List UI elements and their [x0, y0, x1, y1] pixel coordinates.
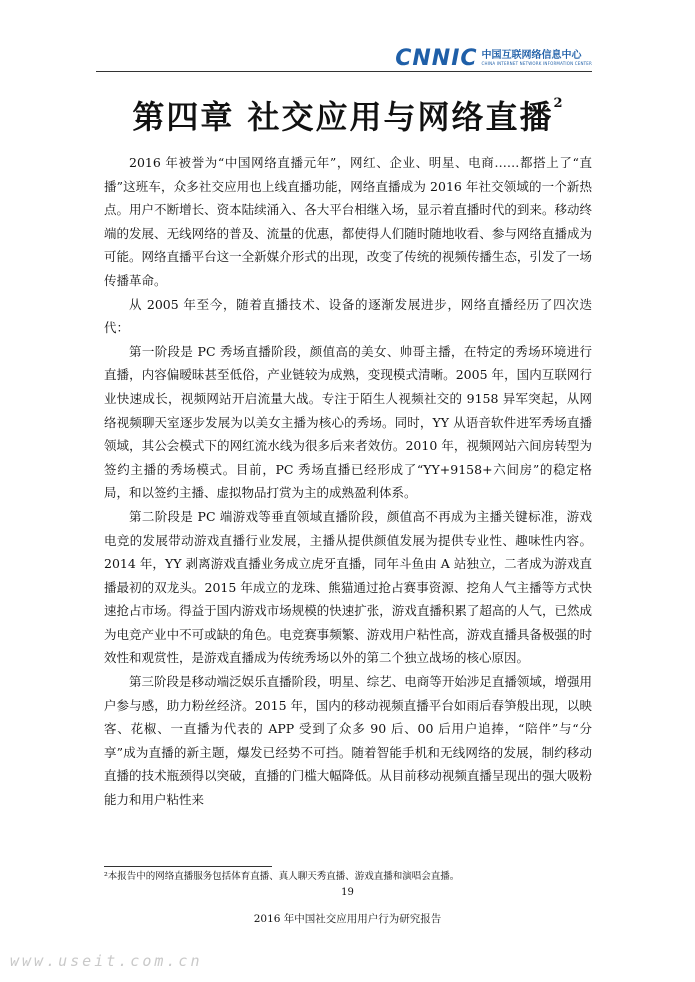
chapter-title	[0, 92, 695, 138]
logo-text	[482, 50, 592, 67]
paragraph: 从 2005 年至今，随着直播技术、设备的逐渐发展进步，网络直播经历了四次迭代：	[104, 296, 592, 336]
logo-mark: CNNIC	[395, 45, 478, 71]
page-number: 19	[341, 887, 354, 898]
body-text	[104, 151, 592, 812]
logo-english-name: CHINA INTERNET NETWORK INFORMATION CENTER	[481, 60, 592, 66]
logo-chinese-name: 中国互联网络信息中心	[481, 49, 582, 61]
chapter-title-text: 第四章 社交应用与网络直播	[132, 98, 554, 136]
paragraph: 第三阶段是移动端泛娱乐直播阶段，明星、综艺、电商等开始涉足直播领域，增强用户参与感，助力粉丝经济。2015 年，国内的移动视频直播平台如雨后春笋般出现，以映客、花椒、一直播为代表的 APP 受到了众多 90 后、00 后用户追捧，“陪伴”与“分享”成为直播的新主题，爆发已经势不可挡。随着智能手机和无线网络的发展，制约移动直播的技术瓶颈得以突破，直播的门槛大幅降低。从目前移动视频直播呈现出的强大吸粉能力和用户粘性来	[104, 674, 592, 808]
paragraph: 第二阶段是 PC 端游戏等垂直领域直播阶段，颜值高不再成为主播关键标准，游戏电竞的发展带动游戏直播行业发展，主播从提供颜值发展为提供专业性、趣味性内容。2014 年，YY 剥离游戏直播业务成立虎牙直播，同年斗鱼由 A 站独立，二者成为游戏直播最初的双龙头。2015 年成立的龙珠、熊猫通过抢占赛事资源、挖角人气主播等方式快速抢占市场。得益于国内游戏市场规模的快速扩张，游戏直播积累了超高的人气，已然成为电竞产业中不可或缺的角色。电竞赛事频繁、游戏用户粘性高，游戏直播具备极强的时效性和观赏性，是游戏直播成为传统秀场以外的第二个独立战场的核心原因。	[104, 508, 592, 666]
header-rule	[96, 71, 592, 72]
footnote: ²本报告中的网络直播服务包括体育直播、真人聊天秀直播、游戏直播和演唱会直播。	[104, 871, 460, 882]
cnnic-logo	[395, 44, 592, 72]
watermark: www.useit.com.cn	[10, 952, 203, 970]
title-footnote-ref: 2	[553, 96, 563, 111]
paragraph: 第一阶段是 PC 秀场直播阶段，颜值高的美女、帅哥主播，在特定的秀场环境进行直播，内容偏暧昧甚至低俗，产业链较为成熟，变现模式清晰。2005 年，国内互联网行业快速成长，视频网站开启流量大战。专注于陌生人视频社交的 9158 异军突起，从网络视频聊天室逐步发展为以美女主播为核心的秀场。同时，YY 从语音软件进军秀场直播领域，其公会模式下的网红流水线为很多后来者效仿。2010 年，视频网站六间房转型为签约主播的秀场模式。目前，PC 秀场直播已经形成了“YY+9158+六间房”的稳定格局，和以签约主播、虚拟物品打赏为主的成熟盈利体系。	[104, 343, 592, 501]
paragraph: 2016 年被誉为“中国网络直播元年”，网红、企业、明星、电商……都搭上了“直播”这班车，众多社交应用也上线直播功能，网络直播成为 2016 年社交领域的一个新热点。用户不断增长、资本陆续涌入、各大平台相继入场，显示着直播时代的到来。移动终端的发展、无线网络的普及、流量的优惠，都使得人们随时随地收看、参与网络直播成为可能。网络直播平台这一全新媒介形式的出现，改变了传统的视频传播生态，引发了一场传播革命。	[104, 155, 592, 288]
footnote-rule	[104, 866, 272, 867]
page-header	[96, 44, 592, 74]
footer-report-title: 2016 年中国社交应用用户行为研究报告	[253, 913, 442, 925]
